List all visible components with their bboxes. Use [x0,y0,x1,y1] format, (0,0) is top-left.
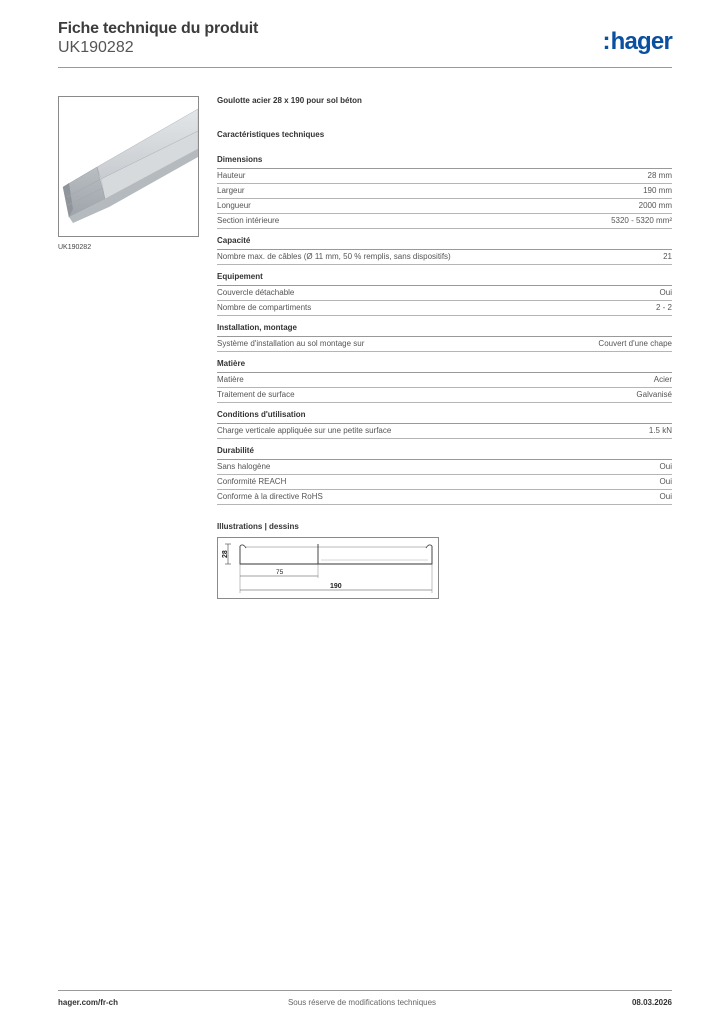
spec-label: Hauteur [217,171,246,180]
section-title: Conditions d'utilisation [217,409,672,424]
spec-label: Section intérieure [217,216,280,225]
spec-row [217,424,672,439]
technical-drawing [217,537,439,599]
footer-date: 08.03.2026 [631,998,672,1007]
spec-value: Acier [653,375,672,384]
spec-label: Conforme à la directive RoHS [217,492,323,501]
spec-section [217,271,672,316]
logo-mark-icon: : [602,28,610,55]
spec-value: 1.5 kN [648,426,672,435]
footer-website-link[interactable]: hager.com/fr-ch [58,998,119,1007]
spec-content [217,95,672,599]
section-title: Capacité [217,235,672,250]
section-title: Installation, montage [217,322,672,337]
spec-value: 2000 mm [638,201,672,210]
section-title: Equipement [217,271,672,286]
illustrations-heading: Illustrations | dessins [217,522,299,531]
section-title: Matière [217,358,672,373]
spec-row [217,490,672,505]
hager-logo[interactable] [602,28,672,56]
spec-row [217,337,672,352]
spec-label: Largeur [217,186,245,195]
spec-label: Nombre max. de câbles (Ø 11 mm, 50 % remplis, sans dispositifs) [217,252,451,261]
dim-inner-label: 75 [276,569,284,576]
spec-label: Matière [217,375,244,384]
spec-section [217,322,672,352]
dim-height-label: 28 [222,550,229,558]
footer-divider [58,990,672,991]
footer-note: Sous réserve de modifications techniques [287,998,437,1007]
spec-section [217,409,672,439]
spec-row [217,214,672,229]
spec-row [217,388,672,403]
spec-row [217,184,672,199]
spec-value: Oui [659,477,672,486]
spec-label: Couvercle détachable [217,288,295,297]
spec-label: Conformité REACH [217,477,287,486]
section-title: Durabilité [217,445,672,460]
header-divider [58,67,672,68]
product-name: Goulotte acier 28 x 190 pour sol béton [217,96,362,105]
spec-value: 5320 - 5320 mm² [611,216,672,225]
logo-text: hager [610,28,672,55]
spec-label: Nombre de compartiments [217,303,312,312]
spec-value: 21 [663,252,672,261]
section-title: Dimensions [217,154,672,169]
spec-row [217,301,672,316]
product-reference: UK190282 [58,39,134,56]
spec-row [217,460,672,475]
spec-row [217,169,672,184]
document-title: Fiche technique du produit [58,20,259,37]
spec-row [217,373,672,388]
spec-value: Galvanisé [636,390,672,399]
product-image [58,96,199,237]
spec-section [217,358,672,403]
tech-heading: Caractéristiques techniques [217,130,325,139]
spec-value: 190 mm [643,186,672,195]
spec-label: Longueur [217,201,251,210]
spec-value: Couvert d'une chape [598,339,672,348]
spec-label: Système d'installation au sol montage sur [217,339,365,348]
spec-row [217,199,672,214]
spec-value: 2 - 2 [655,303,672,312]
spec-sections [217,154,672,505]
spec-section [217,235,672,265]
spec-value: Oui [659,288,672,297]
spec-label: Sans halogène [217,462,271,471]
spec-row [217,286,672,301]
spec-section [217,154,672,229]
spec-section [217,445,672,505]
dim-width-label: 190 [330,583,342,590]
image-caption: UK190282 [58,244,92,251]
spec-label: Traitement de surface [217,390,295,399]
spec-row [217,250,672,265]
spec-row [217,475,672,490]
spec-value: Oui [659,462,672,471]
spec-value: 28 mm [647,171,672,180]
spec-value: Oui [659,492,672,501]
spec-label: Charge verticale appliquée sur une petite surface [217,426,392,435]
